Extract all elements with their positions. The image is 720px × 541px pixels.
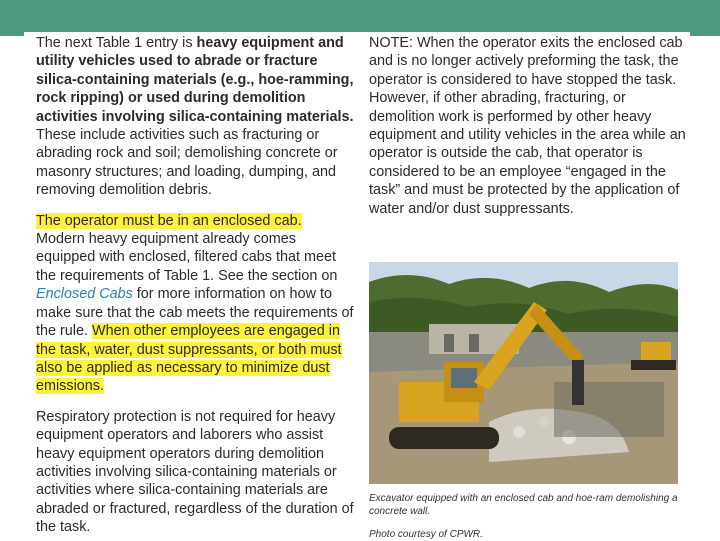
highlight-other-employees: When other employees are engaged in the task, water, dust suppressants, or both must also be applied as necessary to minimize dust emissions. [36, 323, 342, 395]
right-column [369, 34, 687, 218]
paragraph-respiratory: Respiratory protection is not required for heavy equipment operators and laborers who assist heavy equipment operators during demolition activities involving silica-containing materials or activities where silica-containing materials are abraded or fractured, regardless of the duration of the task. [36, 408, 354, 536]
p1-rest: These include activities such as fracturing or abrading rock and soil; demolishing concrete or masonry structures; and loading, dumping, and removing demolition debris. [36, 127, 338, 199]
photo-caption: Excavator equipped with an enclosed cab and hoe-ram demolishing a concrete wall. [369, 493, 678, 517]
enclosed-cabs-link[interactable]: Enclosed Cabs [36, 286, 133, 303]
header-band [0, 0, 720, 36]
highlight-enclosed-cab: The operator must be in an enclosed cab. [36, 212, 302, 229]
left-column [36, 34, 354, 537]
p1-lead: The next Table 1 entry is [36, 35, 197, 51]
photo-credit: Photo courtesy of CPWR. [369, 529, 483, 540]
excavator-photo [369, 262, 678, 484]
note-paragraph: NOTE: When the operator exits the enclosed cab and is no longer actively preforming the task, the operator is considered to have stopped the task. However, if other abrading, fracturing, or demolition work is performed by other heavy equipment and utility vehicles in the area while an operator is outside the cab, that operator is considered to be an employee “engaged in the task” and must be protected by the application of water and/or dust suppressants. [369, 35, 686, 217]
p2-text-2: for more information on how to make sure that the cab meets the requirements of the rule. [36, 286, 354, 340]
paragraph-enclosed-cab [36, 212, 354, 396]
document-page [24, 32, 690, 540]
paragraph-heavy-equipment [36, 34, 354, 200]
p1-bold: heavy equipment and utility vehicles used to abrade or fracture silica-containing materials (e.g., hoe-ramming, rock ripping) or used during demolition activities involving silica-containing materials. [36, 35, 354, 125]
p2-text-1: Modern heavy equipment already comes equipped with enclosed, filtered cabs that meet the requirements of Table 1. See the section on [36, 231, 338, 284]
